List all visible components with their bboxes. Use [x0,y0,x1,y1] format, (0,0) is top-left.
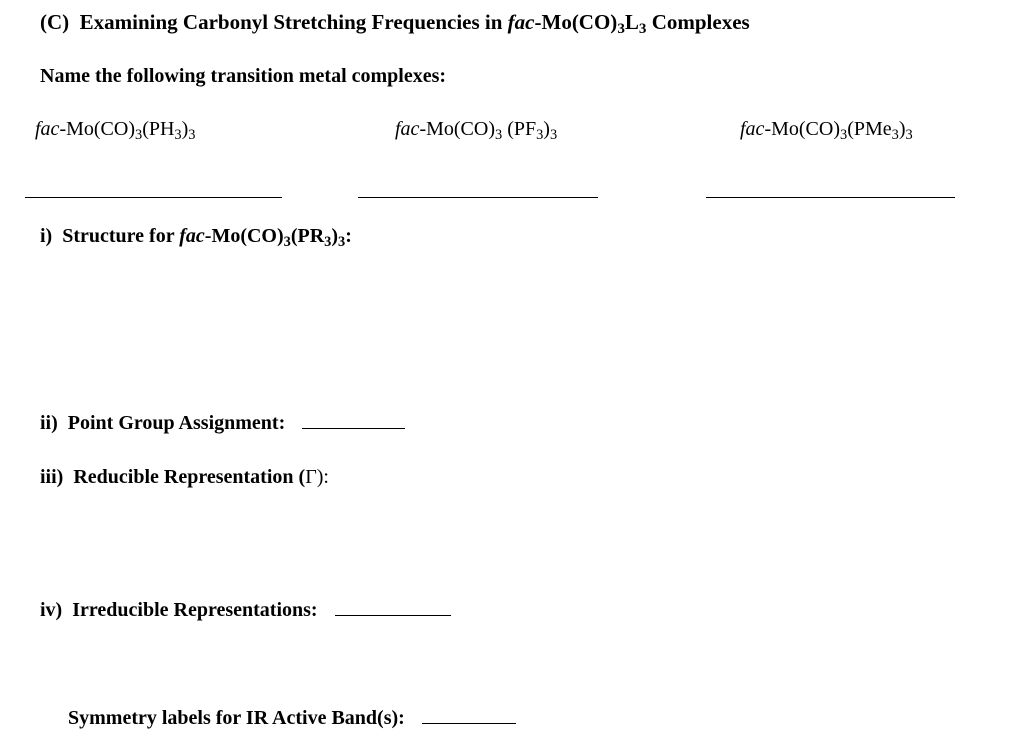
question-4-label: iv) [40,599,63,621]
question-1-text: Structure for [62,225,175,247]
section-title-fac: fac [507,10,535,34]
question-1-fac: fac [179,225,205,247]
question-structure [40,225,352,251]
question-4-text: Irreducible Representations: [72,599,318,621]
section-title-suffix: Complexes [651,10,750,34]
question-3-close: ): [316,466,329,488]
complex-3-part-1: 3 [839,127,848,144]
question-1-f2: (PR [290,225,325,247]
question-1-s1: 3 [283,234,291,251]
section-title-formula-1: -Mo(CO) [534,10,618,34]
question-point-group [40,412,405,435]
question-1-f3: ) [331,225,339,247]
complex-1-part-1: 3 [134,127,143,144]
complex-2-part-3: 3 [536,127,544,144]
complex-3-fac: fac [740,118,765,140]
question-reducible-representation [40,466,329,489]
complex-2-part-1: 3 [494,127,503,144]
complex-3-part-2: (PMe [847,118,892,140]
question-irreducible-representations [40,599,451,622]
question-3-gamma: Γ [305,466,317,488]
question-2-label: ii) [40,412,58,434]
section-title-sub-2: 3 [638,21,647,38]
complex-1-part-3: 3 [174,127,182,144]
complex-1-part-0: -Mo(CO) [59,118,135,140]
complex-2-fac: fac [395,118,420,140]
complex-name-1 [35,118,196,144]
question-symmetry-labels [68,707,516,730]
instruction-text: Name the following transition metal complexes: [40,65,447,87]
question-3-text: Reducible Representation ( [73,466,306,488]
complex-3-answer-blank[interactable] [706,197,955,198]
complex-1-part-5: 3 [188,127,196,144]
complex-1-part-2: (PH [142,118,175,140]
question-1-f1: -Mo(CO) [204,225,284,247]
complex-3-part-5: 3 [905,127,913,144]
section-title-prefix: Examining Carbonyl Stretching Frequencies in [79,10,503,34]
question-1-f4: : [345,225,352,247]
complex-1-answer-blank[interactable] [25,197,282,198]
question-5-text: Symmetry labels for IR Active Band(s): [68,707,405,729]
section-title-sub-1: 3 [617,21,625,38]
section-title [40,10,750,38]
point-group-answer-blank[interactable] [302,428,405,429]
complex-2-answer-blank[interactable] [358,197,598,198]
symmetry-labels-answer-blank[interactable] [422,723,516,724]
complex-3-part-4: ) [898,118,906,140]
question-2-text: Point Group Assignment: [67,412,286,434]
question-3-label: iii) [40,466,64,488]
complex-name-3 [740,118,913,144]
section-title-formula-2: L [624,10,639,34]
irreducible-answer-blank[interactable] [335,615,451,616]
complex-1-part-4: ) [181,118,189,140]
complex-1-fac: fac [35,118,60,140]
question-1-s3: 3 [338,234,346,251]
question-1-label: i) [40,225,53,247]
complex-2-part-5: 3 [549,127,558,144]
complex-3-part-3: 3 [891,127,899,144]
complex-2-part-2: (PF [502,118,537,140]
complex-name-2 [395,118,558,144]
question-1-s2: 3 [324,234,332,251]
complex-2-part-4: ) [543,118,550,140]
complex-2-part-0: -Mo(CO) [419,118,495,140]
section-label: (C) [40,10,70,34]
complex-3-part-0: -Mo(CO) [764,118,840,140]
